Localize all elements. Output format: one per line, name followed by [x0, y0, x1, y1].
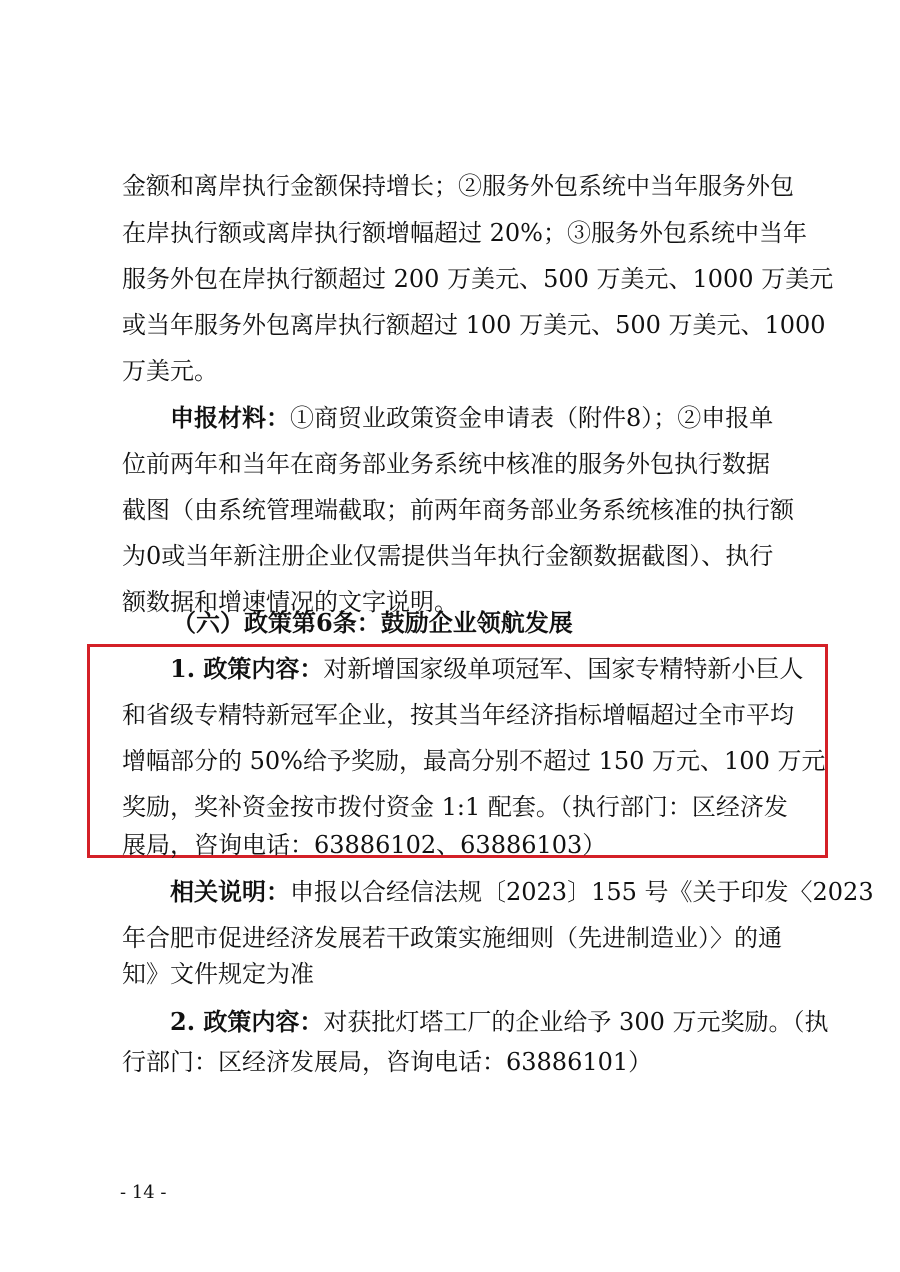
materials-text-line: 为0或当年新注册企业仅需提供当年执行金额数据截图）、执行 — [122, 542, 774, 570]
policy1-line — [170, 653, 803, 685]
note-text-line: 知》文件规定为准 — [122, 960, 314, 988]
body-text-line: 或当年服务外包离岸执行额超过 100 万美元、500 万美元、1000 — [122, 311, 826, 339]
page-number: - 14 - — [120, 1182, 167, 1203]
policy1-text-line: 奖励，奖补资金按市拨付资金 1:1 配套。（执行部门：区经济发 — [122, 793, 788, 821]
section-heading: （六）政策第6条：鼓励企业领航发展 — [172, 608, 573, 637]
policy2-label: 2. 政策内容： — [170, 1007, 324, 1036]
materials-label: 申报材料： — [170, 403, 290, 432]
materials-line — [170, 402, 773, 434]
materials-text-line: 额数据和增速情况的文字说明。 — [122, 588, 458, 616]
policy1-text-line: 和省级专精特新冠军企业，按其当年经济指标增幅超过全市平均 — [122, 701, 794, 729]
materials-text: ①商贸业政策资金申请表（附件8）；②申报单 — [290, 404, 774, 432]
body-text-line: 服务外包在岸执行额超过 200 万美元、500 万美元、1000 万美元 — [122, 265, 834, 293]
note-line — [170, 876, 874, 908]
note-label: 相关说明： — [170, 877, 290, 906]
policy2-text-line: 行部门：区经济发展局，咨询电话：63886101） — [122, 1048, 653, 1076]
body-text-line: 在岸执行额或离岸执行额增幅超过 20%；③服务外包系统中当年 — [122, 219, 807, 247]
policy2-line — [170, 1006, 829, 1038]
policy1-text-line: 展局，咨询电话：63886102、63886103） — [122, 831, 607, 859]
policy1-text-line: 增幅部分的 50%给予奖励，最高分别不超过 150 万元、100 万元 — [122, 747, 826, 775]
note-text: 申报以合经信法规〔2023〕155 号《关于印发〈2023 — [290, 878, 874, 906]
body-text-line: 万美元。 — [122, 357, 218, 385]
policy2-text: 对获批灯塔工厂的企业给予 300 万元奖励。（执 — [323, 1008, 829, 1036]
body-text-line: 金额和离岸执行金额保持增长；②服务外包系统中当年服务外包 — [122, 172, 794, 200]
materials-text-line: 位前两年和当年在商务部业务系统中核准的服务外包执行数据 — [122, 450, 770, 478]
policy1-label: 1. 政策内容： — [170, 654, 324, 683]
materials-text-line: 截图（由系统管理端截取；前两年商务部业务系统核准的执行额 — [122, 496, 794, 524]
note-text-line: 年合肥市促进经济发展若干政策实施细则（先进制造业）〉的通 — [122, 924, 782, 952]
policy1-text: 对新增国家级单项冠军、国家专精特新小巨人 — [323, 655, 804, 683]
